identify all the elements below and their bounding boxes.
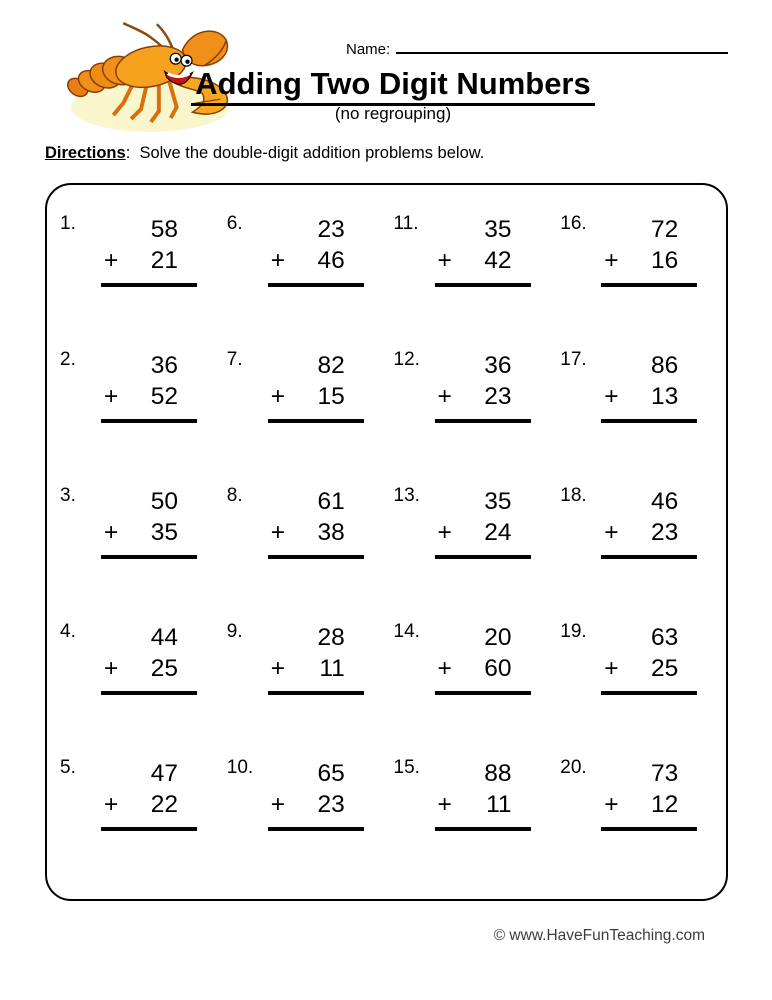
plus-sign: +: [270, 655, 286, 682]
addition-problem: [553, 473, 720, 609]
bottom-addend: 42: [484, 247, 512, 274]
problem-number: 11.: [393, 213, 419, 234]
problem-number: 9.: [226, 621, 243, 642]
problem-work: [604, 215, 690, 287]
plus-sign: +: [270, 247, 286, 274]
answer-line: [601, 283, 697, 287]
problem-number: 13.: [393, 485, 420, 506]
plus-sign: +: [437, 519, 452, 546]
bottom-addend: 11: [319, 655, 345, 682]
bottom-addend: 22: [150, 791, 178, 818]
answer-line: [101, 827, 197, 831]
answer-line: [435, 827, 531, 831]
problem-work: [604, 351, 690, 423]
answer-line: [101, 555, 197, 559]
problem-number: 4.: [60, 621, 76, 642]
problem-work: [104, 623, 190, 695]
plus-sign: +: [270, 791, 286, 818]
problem-number: 10.: [226, 757, 254, 778]
addition-problem: [53, 337, 220, 473]
plus-sign: +: [104, 247, 119, 274]
top-addend: 65: [317, 760, 345, 787]
plus-sign: +: [437, 791, 452, 818]
problem-number: 8.: [226, 485, 243, 506]
top-addend: 35: [484, 216, 512, 243]
problem-number: 12.: [393, 349, 420, 370]
bottom-addend: 60: [484, 655, 512, 682]
problem-work: [438, 351, 524, 423]
plus-sign: +: [437, 247, 452, 274]
problem-number: 20.: [560, 757, 587, 778]
answer-line: [601, 691, 697, 695]
top-addend: 36: [484, 352, 512, 379]
top-addend: 58: [150, 216, 178, 243]
bottom-addend: 23: [484, 383, 512, 410]
problem-number: 17.: [560, 349, 587, 370]
problem-work: [438, 487, 524, 559]
bottom-addend: 46: [317, 247, 345, 274]
problem-work: [104, 759, 190, 831]
plus-sign: +: [604, 791, 619, 818]
problem-number: 14.: [393, 621, 420, 642]
problem-work: [438, 759, 524, 831]
addition-problem: [220, 745, 387, 881]
addition-problem: [220, 473, 387, 609]
problem-work: [271, 759, 357, 831]
directions-label: Directions: [45, 144, 126, 162]
problem-work: [604, 759, 690, 831]
bottom-addend: 25: [650, 655, 679, 682]
problem-work: [271, 215, 357, 287]
top-addend: 36: [150, 352, 178, 379]
bottom-addend: 52: [150, 383, 178, 410]
top-addend: 61: [317, 488, 345, 515]
plus-sign: +: [604, 655, 619, 682]
bottom-addend: 11: [486, 791, 512, 818]
addition-problem: [387, 473, 554, 609]
problems-box: [45, 183, 728, 901]
problem-number: 16.: [560, 213, 587, 234]
top-addend: 73: [650, 760, 679, 787]
top-addend: 35: [484, 488, 512, 515]
bottom-addend: 15: [317, 383, 345, 410]
copyright-text: © www.HaveFunTeaching.com: [493, 927, 705, 944]
plus-sign: +: [104, 383, 119, 410]
plus-sign: +: [437, 383, 452, 410]
answer-line: [435, 691, 531, 695]
top-addend: 82: [317, 352, 345, 379]
plus-sign: +: [604, 247, 619, 274]
problem-number: 18.: [560, 485, 587, 506]
plus-sign: +: [270, 519, 286, 546]
problems-grid: [53, 201, 720, 899]
top-addend: 50: [150, 488, 178, 515]
answer-line: [601, 827, 697, 831]
problem-number: 1.: [60, 213, 76, 234]
problem-work: [104, 215, 190, 287]
problem-work: [104, 351, 190, 423]
name-blank-line: [396, 40, 728, 54]
addition-problem: [220, 201, 387, 337]
plus-sign: +: [104, 519, 119, 546]
addition-problem: [53, 473, 220, 609]
answer-line: [268, 827, 364, 831]
answer-line: [435, 555, 531, 559]
addition-problem: [387, 609, 554, 745]
problem-work: [438, 215, 524, 287]
page-subtitle: (no regrouping): [334, 104, 452, 123]
addition-problem: [553, 201, 720, 337]
addition-problem: [387, 337, 554, 473]
problem-work: [604, 623, 690, 695]
top-addend: 86: [650, 352, 679, 379]
plus-sign: +: [104, 791, 119, 818]
answer-line: [101, 691, 197, 695]
directions: [45, 144, 484, 163]
bottom-addend: 38: [317, 519, 345, 546]
bottom-addend: 16: [650, 247, 679, 274]
addition-problem: [53, 609, 220, 745]
addition-problem: [553, 337, 720, 473]
addition-problem: [220, 337, 387, 473]
answer-line: [268, 283, 364, 287]
bottom-addend: 13: [650, 383, 679, 410]
bottom-addend: 23: [317, 791, 345, 818]
plus-sign: +: [104, 655, 119, 682]
page-title: Adding Two Digit Numbers: [191, 66, 595, 106]
plus-sign: +: [604, 383, 619, 410]
problem-work: [438, 623, 524, 695]
answer-line: [435, 419, 531, 423]
top-addend: 47: [150, 760, 178, 787]
top-addend: 72: [650, 216, 679, 243]
problem-work: [104, 487, 190, 559]
top-addend: 46: [650, 488, 679, 515]
top-addend: 28: [317, 624, 345, 651]
top-addend: 23: [317, 216, 345, 243]
problem-number: 6.: [226, 213, 243, 234]
problem-number: 2.: [60, 349, 76, 370]
plus-sign: +: [270, 383, 286, 410]
top-addend: 44: [150, 624, 178, 651]
bottom-addend: 24: [484, 519, 512, 546]
problem-work: [604, 487, 690, 559]
bottom-addend: 21: [150, 247, 178, 274]
answer-line: [601, 419, 697, 423]
answer-line: [268, 555, 364, 559]
directions-text: : Solve the double-digit addition problems below.: [125, 144, 485, 162]
addition-problem: [53, 201, 220, 337]
problem-number: 3.: [60, 485, 76, 506]
bottom-addend: 23: [650, 519, 679, 546]
name-row: [346, 40, 728, 58]
problem-work: [271, 351, 357, 423]
addition-problem: [220, 609, 387, 745]
bottom-addend: 12: [650, 791, 679, 818]
top-addend: 88: [484, 760, 512, 787]
problem-work: [271, 487, 357, 559]
top-addend: 63: [650, 624, 679, 651]
answer-line: [101, 419, 197, 423]
problem-number: 19.: [560, 621, 587, 642]
answer-line: [435, 283, 531, 287]
answer-line: [101, 283, 197, 287]
bottom-addend: 35: [150, 519, 178, 546]
problem-number: 5.: [60, 757, 76, 778]
plus-sign: +: [604, 519, 619, 546]
name-label: Name:: [346, 41, 391, 58]
answer-line: [268, 691, 364, 695]
answer-line: [268, 419, 364, 423]
top-addend: 20: [484, 624, 512, 651]
problem-work: [271, 623, 357, 695]
problem-number: 15.: [393, 757, 420, 778]
addition-problem: [53, 745, 220, 881]
plus-sign: +: [437, 655, 452, 682]
addition-problem: [387, 745, 554, 881]
addition-problem: [387, 201, 554, 337]
problem-number: 7.: [226, 349, 243, 370]
addition-problem: [553, 609, 720, 745]
answer-line: [601, 555, 697, 559]
addition-problem: [553, 745, 720, 881]
bottom-addend: 25: [150, 655, 178, 682]
